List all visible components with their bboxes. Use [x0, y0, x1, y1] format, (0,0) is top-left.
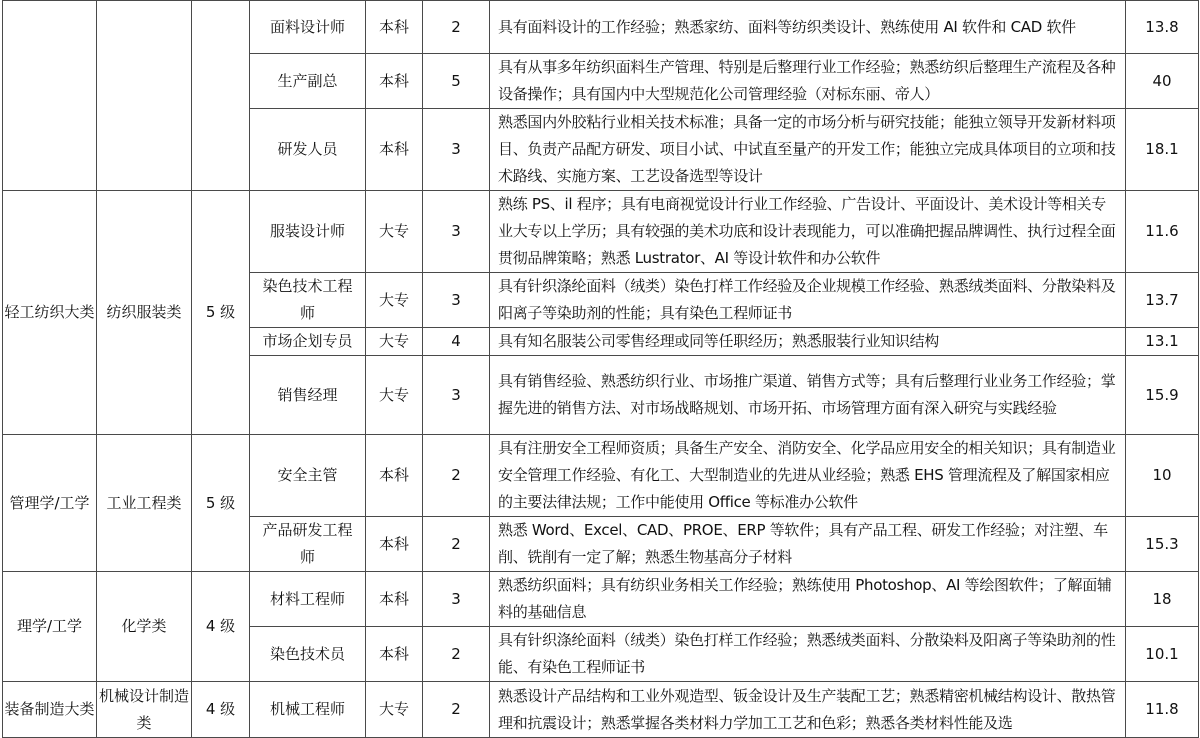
requirements-cell: 具有从事多年纺织面料生产管理、特别是后整理行业工作经验；熟悉纺织后整理生产流程及各种设备操作；具有国内中大型规范化公司管理经验（对标东丽、帝人）: [490, 54, 1126, 109]
salary-cell: 13.1: [1126, 328, 1199, 356]
headcount-cell: 3: [423, 109, 490, 191]
salary-cell: 18: [1126, 572, 1199, 627]
category-cell: [3, 1, 97, 191]
education-cell: 本科: [366, 1, 423, 54]
requirements-cell: 熟悉设计产品结构和工业外观造型、钣金设计及生产装配工艺；熟悉精密机械结构设计、散热管理和抗震设计；熟悉掌握各类材料力学加工工艺和色彩；熟悉各类材料性能及选: [490, 682, 1126, 738]
table-row: [3, 1, 1199, 54]
education-cell: 大专: [366, 191, 423, 273]
subcategory-cell: 化学类: [97, 572, 192, 682]
table-row: [3, 682, 1199, 738]
headcount-cell: 2: [423, 517, 490, 572]
requirements-cell: 具有知名服装公司零售经理或同等任职经历；熟悉服装行业知识结构: [490, 328, 1126, 356]
requirements-cell: 熟练 PS、il 程序；具有电商视觉设计行业工作经验、广告设计、平面设计、美术设计等相关专业大专以上学历；具有较强的美术功底和设计表现能力，可以准确把握品牌调性、执行过程全面贯彻品牌策略；熟悉 Lustrator、AI 等设计软件和办公软件: [490, 191, 1126, 273]
level-cell: 4 级: [192, 572, 250, 682]
education-cell: 大专: [366, 273, 423, 328]
education-cell: 本科: [366, 109, 423, 191]
requirements-cell: 具有销售经验、熟悉纺织行业、市场推广渠道、销售方式等；具有后整理行业业务工作经验；掌握先进的销售方法、对市场战略规划、市场开拓、市场管理方面有深入研究与实践经验: [490, 356, 1126, 435]
job-title-cell: 安全主管: [250, 435, 366, 517]
salary-cell: 10.1: [1126, 627, 1199, 682]
education-cell: 本科: [366, 517, 423, 572]
category-cell: 装备制造大类: [3, 682, 97, 738]
level-cell: 4 级: [192, 682, 250, 738]
salary-cell: 11.8: [1126, 682, 1199, 738]
requirements-cell: 熟悉 Word、Excel、CAD、PROE、ERP 等软件；具有产品工程、研发工作经验；对注塑、车削、铣削有一定了解；熟悉生物基高分子材料: [490, 517, 1126, 572]
salary-cell: 15.3: [1126, 517, 1199, 572]
category-cell: 轻工纺织大类: [3, 191, 97, 435]
education-cell: 本科: [366, 627, 423, 682]
requirements-cell: 具有面料设计的工作经验；熟悉家纺、面料等纺织类设计、熟练使用 AI 软件和 CAD 软件: [490, 1, 1126, 54]
headcount-cell: 2: [423, 627, 490, 682]
job-title-cell: 材料工程师: [250, 572, 366, 627]
headcount-cell: 2: [423, 682, 490, 738]
headcount-cell: 2: [423, 435, 490, 517]
job-title-cell: 市场企划专员: [250, 328, 366, 356]
salary-cell: 18.1: [1126, 109, 1199, 191]
job-title-cell: 服装设计师: [250, 191, 366, 273]
requirements-cell: 具有针织涤纶面料（绒类）染色打样工作经验；熟悉绒类面料、分散染料及阳离子等染助剂的性能、有染色工程师证书: [490, 627, 1126, 682]
table-row: [3, 435, 1199, 517]
salary-cell: 13.8: [1126, 1, 1199, 54]
headcount-cell: 3: [423, 356, 490, 435]
subcategory-cell: 工业工程类: [97, 435, 192, 572]
salary-cell: 40: [1126, 54, 1199, 109]
job-title-cell: 研发人员: [250, 109, 366, 191]
requirements-cell: 具有针织涤纶面料（绒类）染色打样工作经验及企业规模工作经验、熟悉绒类面料、分散染料及阳离子等染助剂的性能；具有染色工程师证书: [490, 273, 1126, 328]
job-title-cell: 产品研发工程师: [250, 517, 366, 572]
salary-cell: 15.9: [1126, 356, 1199, 435]
headcount-cell: 3: [423, 273, 490, 328]
job-title-cell: 生产副总: [250, 54, 366, 109]
salary-cell: 13.7: [1126, 273, 1199, 328]
salary-cell: 11.6: [1126, 191, 1199, 273]
headcount-cell: 3: [423, 572, 490, 627]
subcategory-cell: 纺织服装类: [97, 191, 192, 435]
headcount-cell: 5: [423, 54, 490, 109]
requirements-cell: 熟悉纺织面料；具有纺织业务相关工作经验；熟练使用 Photoshop、AI 等绘图软件；了解面辅料的基础信息: [490, 572, 1126, 627]
subcategory-cell: [97, 1, 192, 191]
job-title-cell: 销售经理: [250, 356, 366, 435]
table-row: [3, 572, 1199, 627]
category-cell: 理学/工学: [3, 572, 97, 682]
job-title-cell: 染色技术工程师: [250, 273, 366, 328]
salary-cell: 10: [1126, 435, 1199, 517]
headcount-cell: 4: [423, 328, 490, 356]
job-title-cell: 机械工程师: [250, 682, 366, 738]
level-cell: 5 级: [192, 191, 250, 435]
table-row: [3, 191, 1199, 273]
education-cell: 大专: [366, 682, 423, 738]
requirements-cell: 熟悉国内外胶粘行业相关技术标准；具备一定的市场分析与研究技能；能独立领导开发新材料项目、负责产品配方研发、项目小试、中试直至量产的开发工作；能独立完成具体项目的立项和技术路线、实施方案、工艺设备选型等设计: [490, 109, 1126, 191]
category-cell: 管理学/工学: [3, 435, 97, 572]
subcategory-cell: 机械设计制造类: [97, 682, 192, 738]
requirements-cell: 具有注册安全工程师资质；具备生产安全、消防安全、化学品应用安全的相关知识；具有制造业安全管理工作经验、有化工、大型制造业的先进从业经验；熟悉 EHS 管理流程及了解国家相应的主要法律法规；工作中能使用 Office 等标准办公软件: [490, 435, 1126, 517]
level-cell: [192, 1, 250, 191]
education-cell: 本科: [366, 572, 423, 627]
headcount-cell: 2: [423, 1, 490, 54]
education-cell: 大专: [366, 328, 423, 356]
education-cell: 大专: [366, 356, 423, 435]
level-cell: 5 级: [192, 435, 250, 572]
education-cell: 本科: [366, 54, 423, 109]
job-title-cell: 染色技术员: [250, 627, 366, 682]
education-cell: 本科: [366, 435, 423, 517]
job-title-cell: 面料设计师: [250, 1, 366, 54]
job-requirements-table: [2, 0, 1199, 738]
headcount-cell: 3: [423, 191, 490, 273]
